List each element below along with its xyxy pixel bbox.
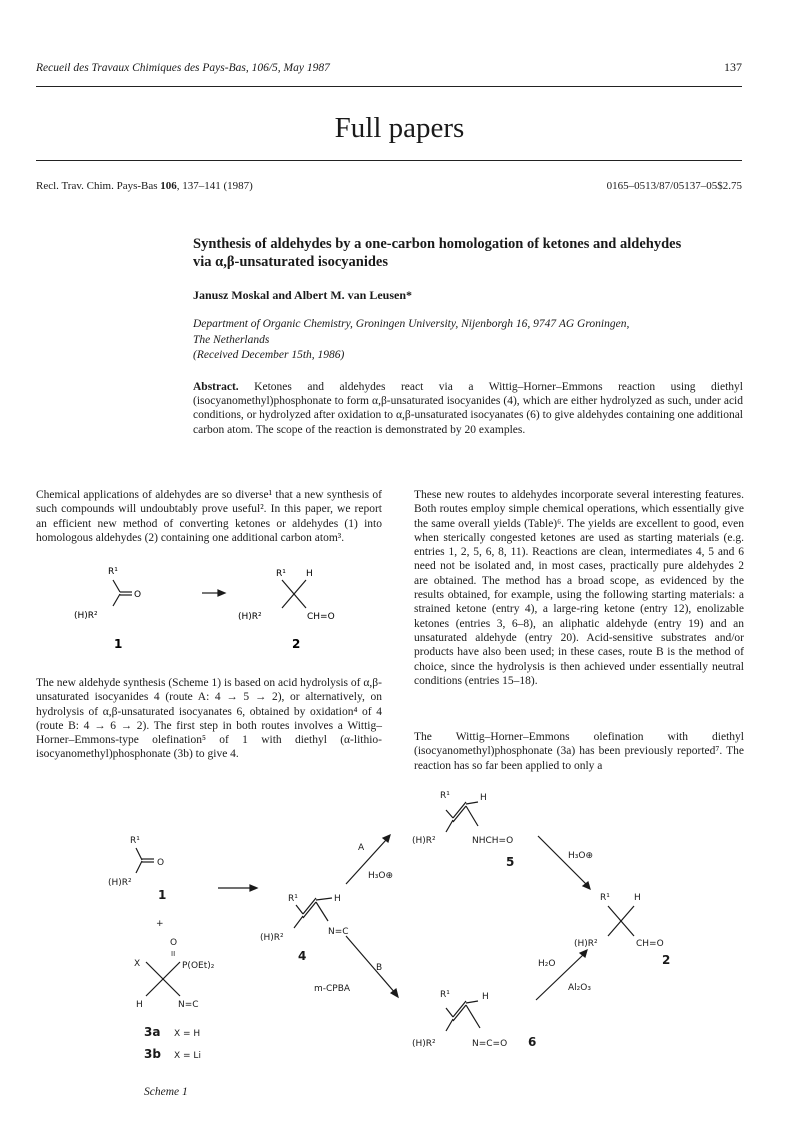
- s1-route-b: B: [376, 963, 383, 973]
- abstract: [193, 380, 743, 437]
- s1-h-5: H: [480, 793, 487, 803]
- s1-hr2-4: (H)R²: [260, 933, 284, 943]
- small-r1: R¹: [108, 567, 118, 577]
- affiliation-line-2: The Netherlands: [193, 333, 270, 346]
- s1-h-3: H: [136, 1000, 143, 1010]
- paper-title: [193, 235, 753, 271]
- abstract-text: Ketones and aldehydes react via a Wittig–Horner–Emmons reaction using diethyl (isocyanomethyl)phosphonate to form α,β-unsaturated isocyanides (4), which are either hydrolyzed as such, under acid conditions, or hydrolyzed after oxidation to α,β-unsaturated isocyanates (6) to give aldehydes containing one additional carbon atom. The scope of the reaction is demonstrated by 20 examples.: [193, 381, 743, 436]
- section-rule: [36, 160, 742, 161]
- s1-h-4: H: [334, 894, 341, 904]
- affiliation-line-1: Department of Organic Chemistry, Groningen University, Nijenborgh 16, 9747 AG Groningen,: [193, 318, 630, 330]
- citation-suffix: , 137–141 (1987): [176, 180, 253, 192]
- s1-hr2-2: (H)R²: [574, 939, 598, 949]
- issn-code: 0165–0513/87/05137–05$2.75: [606, 180, 742, 192]
- s1-mcpba: m-CPBA: [314, 984, 351, 994]
- s1-h-2: H: [634, 893, 641, 903]
- s1-nc-4: N=C: [328, 927, 349, 937]
- s1-hr2-5: (H)R²: [412, 836, 436, 846]
- s1-h3o-a: H₃O⊕: [368, 871, 394, 881]
- s1-cho-2: CH=O: [636, 939, 664, 949]
- s1-label-4: 4: [298, 949, 307, 963]
- s1-r1-6: R¹: [440, 990, 450, 1000]
- s1-plus: +: [156, 919, 164, 929]
- s1-nhcho: NHCH=O: [472, 836, 514, 846]
- small-hr2-left: (H)R²: [74, 611, 98, 621]
- s1-label-2: 2: [662, 953, 671, 967]
- small-cho: CH=O: [307, 612, 335, 622]
- s1-label-3a: 3a: [144, 1025, 161, 1039]
- right-column-paragraph-1: These new routes to aldehydes incorporate several interesting features. Both routes employ simple chemical operations, which essentially give the same overall yields (Table)⁶. The yields are excellent to good, even when sterically congested ketones are used as starting materials (e.g. entries 1, 2, 5, 6, 8, 11). Reactions are clean, intermediates 4, 5 and 6 need not be isolated and, in most cases, practically pure aldehydes 2 are obtained. The method has a broad scope, as evidenced by the results obtained, for example, using the following starting materials: a strained ketone (entry 4), a large-ring ketone (entry 12), enolizable ketones (entries 3, 6–8), an aliphatic aldehyde (entry 19) and an unsaturated aldehyde (entry 20). Acid-sensitive substrates and/or products have also been used; in these cases, route B is the method of choice, since the hydrolysis is then achieved under essentially neutral conditions (entries 15–18).: [414, 489, 744, 687]
- scheme-1-diagram: [100, 786, 700, 1076]
- s1-route-a: A: [358, 843, 365, 853]
- title-line-2: via α,β-unsaturated isocyanides: [193, 254, 388, 270]
- citation-volume: 106: [160, 180, 177, 192]
- citation-prefix: Recl. Trav. Chim. Pays-Bas: [36, 180, 161, 192]
- bond-r1: [113, 580, 120, 592]
- s1-o-1: O: [157, 858, 165, 868]
- s1-hr2-6: (H)R²: [412, 1039, 436, 1049]
- small-h: H: [306, 569, 313, 579]
- left-column-paragraph-2: The new aldehyde synthesis (Scheme 1) is based on acid hydrolysis of α,β-unsaturated isocyanides 4 (route A: 4 → 5 → 2), or alternatively, on hydrolysis of α,β-unsaturated isocyanates 6, obtained by oxidation⁴ of 4 (route B: 4 → 6 → 2). The first step in both routes involves a Wittig–Horner–Emmons-type olefination⁵ of 1 with diethyl (α-lithio-isocyanomethyl)phosphonate (3b) to give 4.: [36, 677, 382, 761]
- section-title: Full papers: [334, 112, 465, 144]
- s1-h-6: H: [482, 992, 489, 1002]
- s1-r1-4: R¹: [288, 894, 298, 904]
- received-date: (Received December 15th, 1986): [193, 349, 345, 361]
- s1-phos-o: O: [170, 938, 178, 948]
- s1-x-h: X = H: [174, 1029, 201, 1039]
- s1-nco: N=C=O: [472, 1039, 508, 1049]
- bond-r2: [113, 594, 120, 606]
- s1-phos: P(OEt)₂: [182, 961, 215, 971]
- affiliation: [193, 317, 743, 364]
- small-label-2: 2: [292, 637, 301, 651]
- s1-label-6: 6: [528, 1035, 537, 1049]
- authors: Janusz Moskal and Albert M. van Leusen*: [193, 288, 413, 302]
- citation: [36, 180, 253, 192]
- small-label-1: 1: [114, 637, 123, 651]
- s1-x-li: X = Li: [174, 1051, 201, 1061]
- s1-label-1: 1: [158, 888, 167, 902]
- small-o: O: [134, 590, 142, 600]
- reaction-arrow-head: [218, 590, 225, 596]
- small-r1-right: R¹: [276, 569, 286, 579]
- scheme-caption: Scheme 1: [144, 1086, 188, 1098]
- small-reaction-scheme: [60, 558, 380, 662]
- s1-x: X: [134, 959, 141, 969]
- s1-phos-eq: II: [171, 950, 176, 958]
- s1-r1-2: R¹: [600, 893, 610, 903]
- s1-label-3b: 3b: [144, 1047, 161, 1061]
- header-rule: [36, 86, 742, 87]
- s1-h2o: H₂O: [538, 959, 556, 969]
- page-number: 137: [724, 60, 742, 74]
- abstract-label: Abstract.: [193, 381, 239, 393]
- s1-nc-3: N=C: [178, 1000, 199, 1010]
- right-column-paragraph-2: The Wittig–Horner–Emmons olefination with diethyl (isocyanomethyl)phosphonate (3a) has been previously reported⁷. The reaction has so far been applied to only a: [414, 731, 744, 772]
- s1-r1-1: R¹: [130, 836, 140, 846]
- s1-h3o-5: H₃O⊕: [568, 851, 594, 861]
- s1-label-5: 5: [506, 855, 515, 869]
- small-hr2-right: (H)R²: [238, 612, 262, 622]
- s1-r1-5: R¹: [440, 791, 450, 801]
- title-line-1: Synthesis of aldehydes by a one-carbon homologation of ketones and aldehydes: [193, 236, 682, 252]
- journal-header: Recueil des Travaux Chimiques des Pays-Bas, 106/5, May 1987: [36, 62, 330, 74]
- s1-al2o3: Al₂O₃: [568, 983, 591, 993]
- s1-hr2-1: (H)R²: [108, 878, 132, 888]
- left-column-paragraph-1: Chemical applications of aldehydes are so diverse¹ that a new synthesis of such compounds will undoubtably prove useful². In this paper, we report an efficient new method of converting ketones or aldehydes (1) into homologous aldehydes (2) containing one additional carbon atom³.: [36, 489, 382, 544]
